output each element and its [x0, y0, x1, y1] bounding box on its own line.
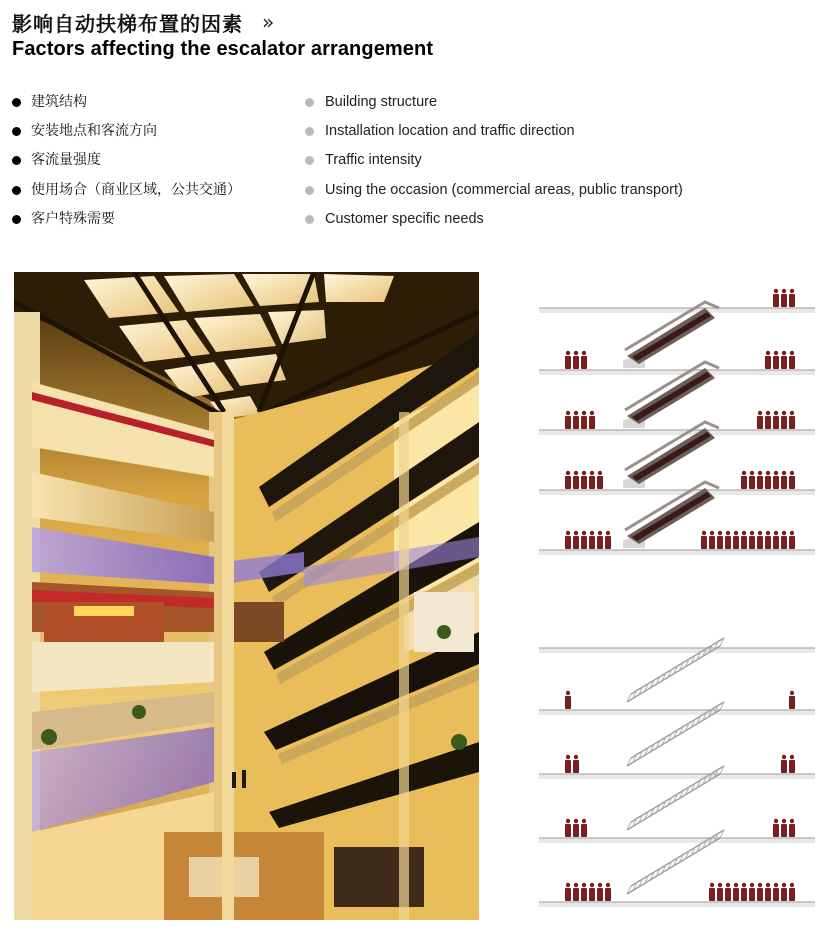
- person-icon: [781, 755, 787, 773]
- person-icon: [765, 351, 771, 369]
- person-icon: [733, 883, 739, 901]
- person-icon: [773, 471, 779, 489]
- factor-label: Using the occasion (commercial areas, public transport): [325, 182, 683, 198]
- person-icon: [717, 531, 723, 549]
- person-icon: [773, 289, 779, 307]
- person-icon: [725, 531, 731, 549]
- person-icon: [709, 883, 715, 901]
- person-icon: [765, 471, 771, 489]
- person-icon: [565, 819, 571, 837]
- person-icon: [573, 411, 579, 429]
- person-icon: [717, 883, 723, 901]
- person-icon: [573, 755, 579, 773]
- person-icon: [581, 411, 587, 429]
- person-icon: [573, 883, 579, 901]
- person-icon: [573, 351, 579, 369]
- person-icon: [781, 289, 787, 307]
- person-icon: [749, 471, 755, 489]
- person-icon: [765, 531, 771, 549]
- person-icon: [789, 289, 795, 307]
- person-icon: [781, 819, 787, 837]
- person-icon: [757, 531, 763, 549]
- person-icon: [581, 531, 587, 549]
- person-icon: [781, 531, 787, 549]
- person-icon: [789, 819, 795, 837]
- person-icon: [565, 691, 571, 709]
- factor-label: 安装地点和客流方向: [31, 123, 157, 139]
- double-chevron-right-icon: »: [262, 10, 271, 34]
- person-icon: [741, 883, 747, 901]
- factor-label: 使用场合（商业区域，公共交通）: [31, 182, 241, 198]
- bullet-icon: [12, 156, 21, 165]
- escalator-arrangement-diagram: [535, 278, 820, 918]
- person-icon: [741, 531, 747, 549]
- person-icon: [589, 411, 595, 429]
- person-icon: [709, 531, 715, 549]
- person-icon: [789, 471, 795, 489]
- person-icon: [749, 883, 755, 901]
- person-icon: [581, 819, 587, 837]
- bullet-icon: [12, 127, 21, 136]
- bullet-icon: [305, 127, 314, 136]
- person-icon: [789, 691, 795, 709]
- person-icon: [765, 883, 771, 901]
- person-icon: [597, 531, 603, 549]
- person-icon: [605, 531, 611, 549]
- person-icon: [589, 883, 595, 901]
- person-icon: [789, 531, 795, 549]
- person-icon: [757, 411, 763, 429]
- factor-label: Building structure: [325, 94, 438, 110]
- person-icon: [765, 411, 771, 429]
- person-icon: [565, 883, 571, 901]
- factor-label: Installation location and traffic direction: [325, 123, 575, 139]
- person-icon: [565, 471, 571, 489]
- person-icon: [725, 883, 731, 901]
- person-icon: [757, 471, 763, 489]
- person-icon: [589, 471, 595, 489]
- factor-label: Traffic intensity: [325, 152, 422, 168]
- person-icon: [581, 351, 587, 369]
- person-icon: [597, 883, 603, 901]
- person-icon: [789, 411, 795, 429]
- person-icon: [701, 531, 707, 549]
- person-icon: [757, 883, 763, 901]
- bullet-icon: [12, 215, 21, 224]
- person-icon: [773, 819, 779, 837]
- mall-atrium-photo: [14, 272, 479, 920]
- page-title-en: Factors affecting the escalator arrangement: [12, 38, 434, 60]
- person-icon: [773, 411, 779, 429]
- factor-label: 客户特殊需要: [31, 211, 115, 227]
- bullet-icon: [12, 98, 21, 107]
- page-title-cn: 影响自动扶梯布置的因素: [12, 12, 243, 36]
- factor-label: 建筑结构: [31, 94, 87, 110]
- person-icon: [733, 531, 739, 549]
- person-icon: [789, 351, 795, 369]
- bullet-icon: [305, 186, 314, 195]
- person-icon: [781, 351, 787, 369]
- person-icon: [789, 755, 795, 773]
- person-icon: [773, 351, 779, 369]
- person-icon: [781, 471, 787, 489]
- person-icon: [581, 883, 587, 901]
- person-icon: [605, 883, 611, 901]
- person-icon: [781, 411, 787, 429]
- factor-label: 客流量强度: [31, 152, 101, 168]
- person-icon: [773, 883, 779, 901]
- person-icon: [565, 755, 571, 773]
- person-icon: [749, 531, 755, 549]
- person-icon: [573, 471, 579, 489]
- person-icon: [741, 471, 747, 489]
- bullet-icon: [12, 186, 21, 195]
- bullet-icon: [305, 98, 314, 107]
- factor-label: Customer specific needs: [325, 211, 484, 227]
- person-icon: [573, 531, 579, 549]
- person-icon: [581, 471, 587, 489]
- person-icon: [589, 531, 595, 549]
- person-icon: [789, 883, 795, 901]
- person-icon: [597, 471, 603, 489]
- person-icon: [565, 411, 571, 429]
- bullet-icon: [305, 215, 314, 224]
- person-icon: [773, 531, 779, 549]
- person-icon: [565, 351, 571, 369]
- person-icon: [565, 531, 571, 549]
- person-icon: [781, 883, 787, 901]
- person-icon: [573, 819, 579, 837]
- bullet-icon: [305, 156, 314, 165]
